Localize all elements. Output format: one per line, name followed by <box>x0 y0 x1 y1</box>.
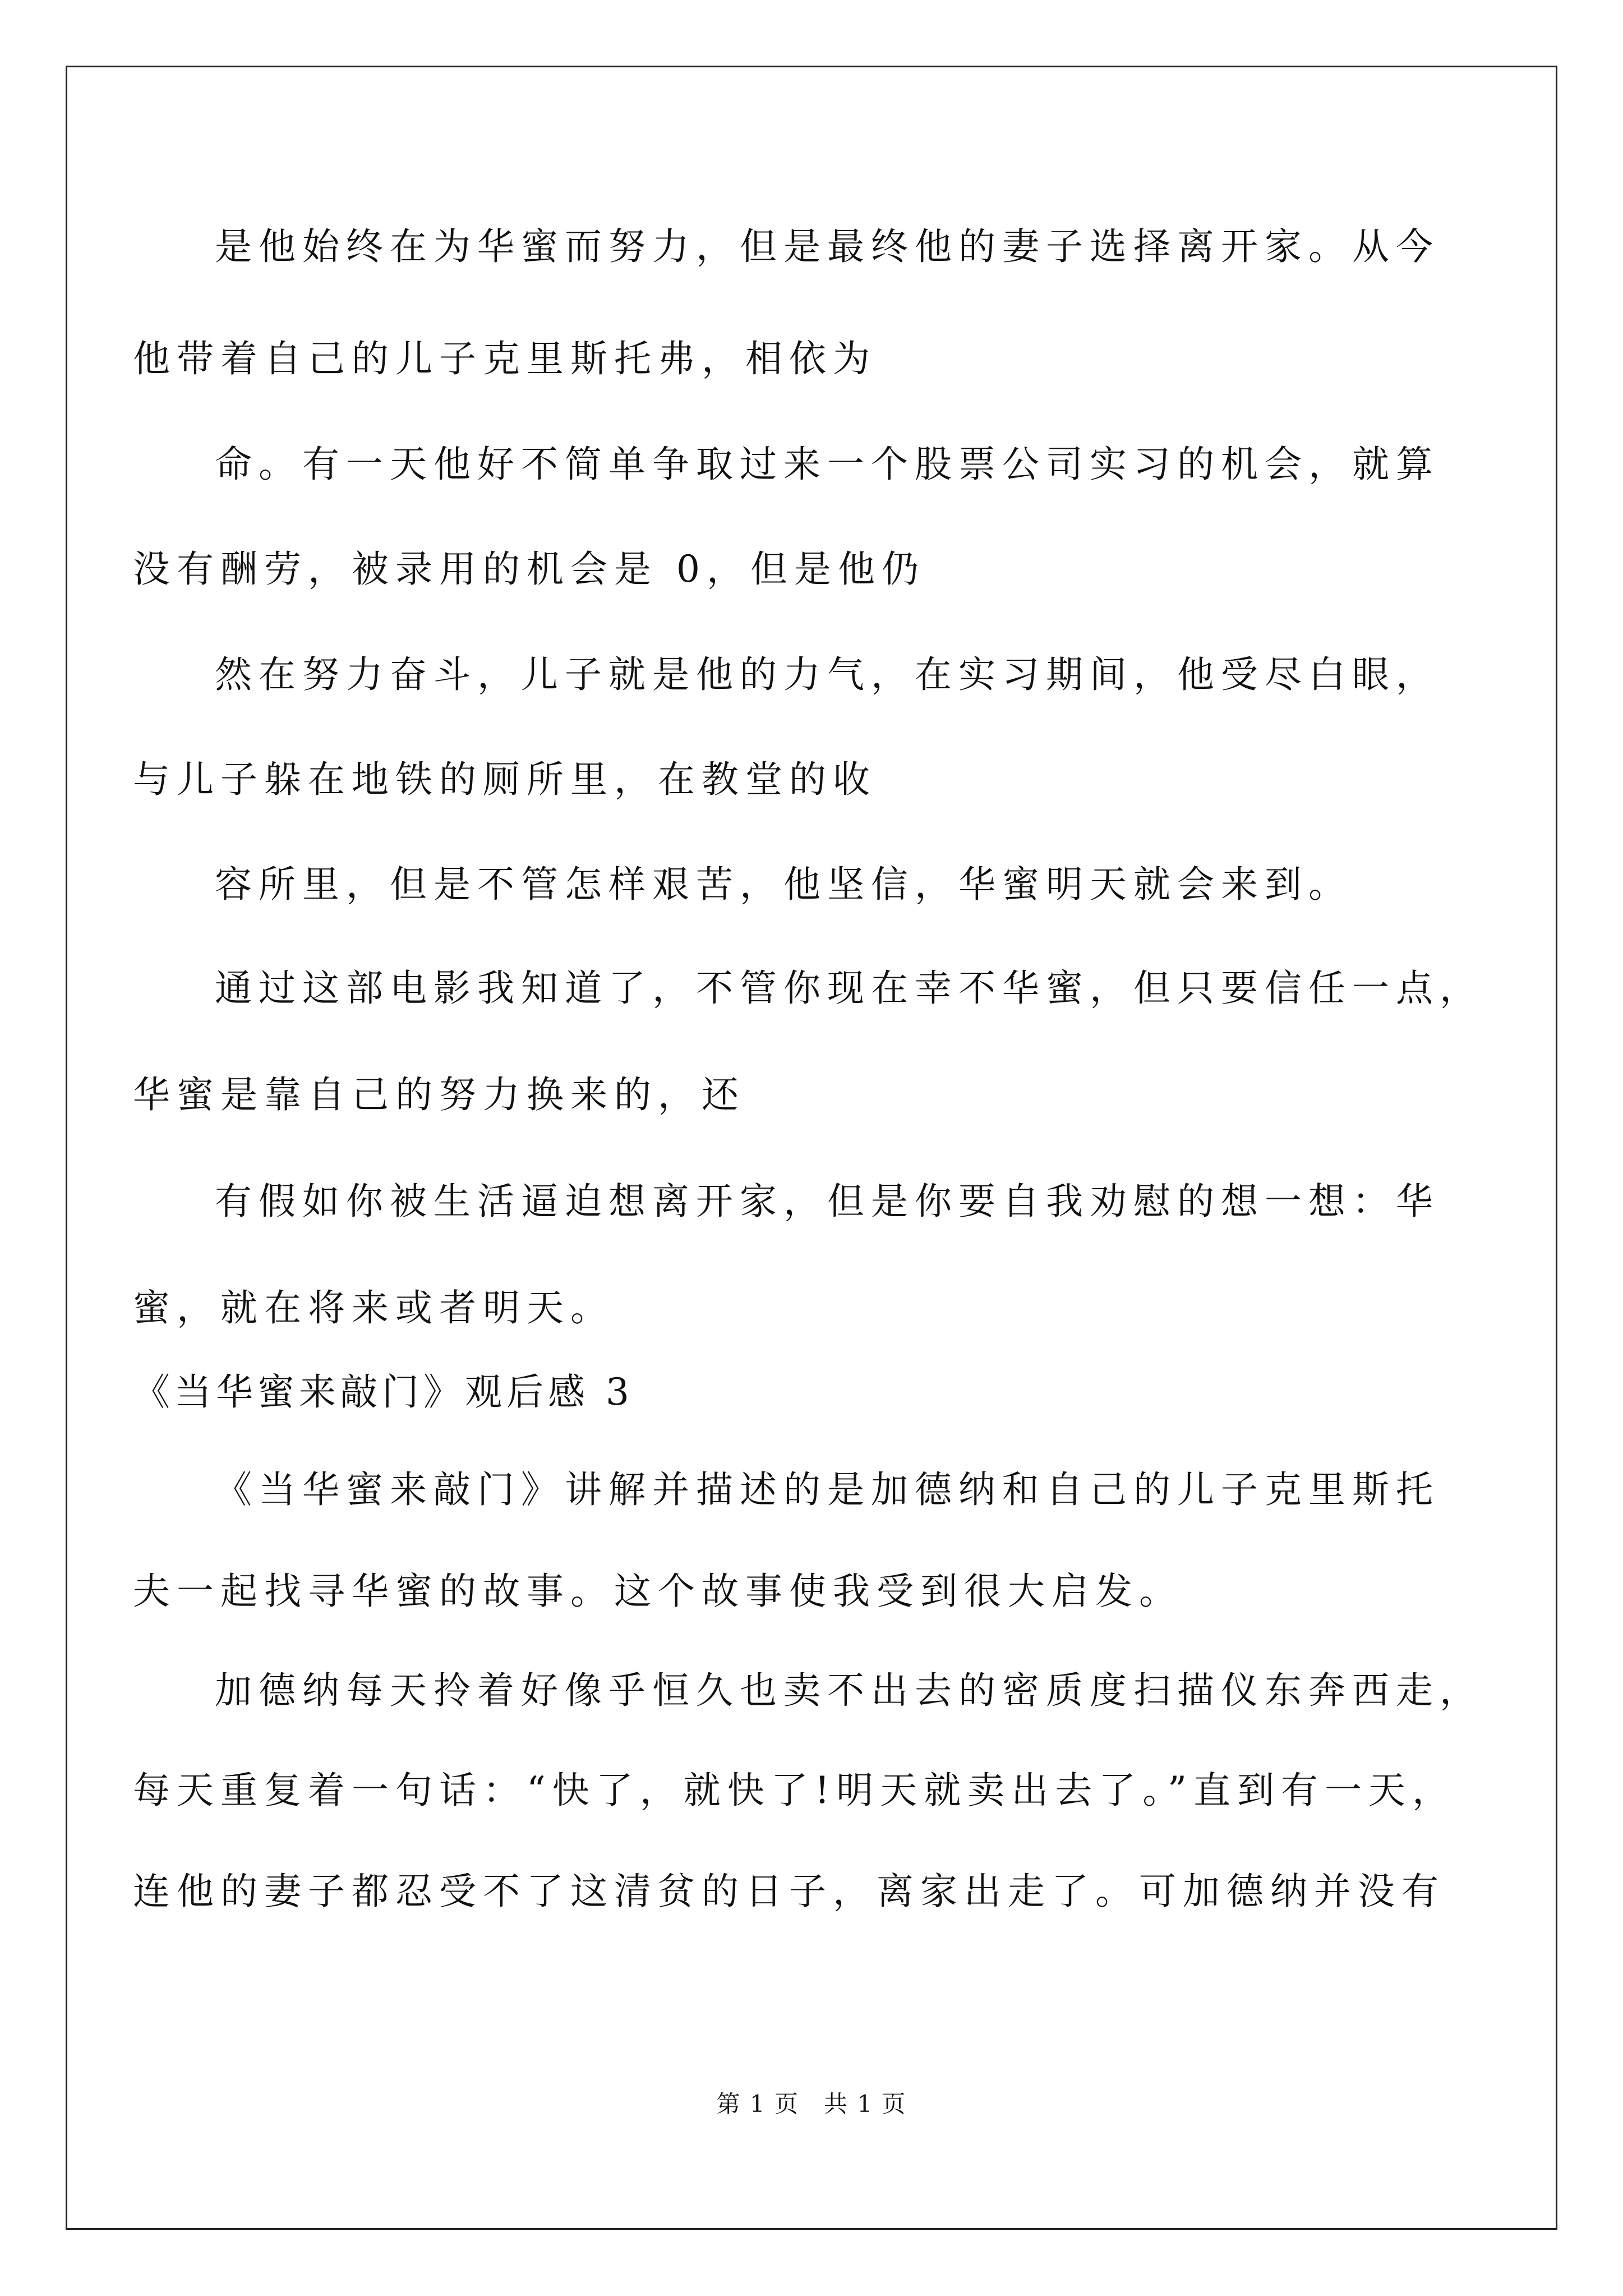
paragraph-line: 然在努力奋斗，儿子就是他的力气，在实习期间，他受尽白眼， <box>215 653 1440 696</box>
page-number: 第 1 页 共 1 页 <box>716 2090 907 2118</box>
paragraph-line: 《当华蜜来敲门》讲解并描述的是加德纳和自己的儿子克里斯托 <box>215 1468 1440 1511</box>
paragraph-line: 连他的妻子都忍受不了这清贫的日子，离家出走了。可加德纳并没有 <box>133 1870 1445 1913</box>
paragraph-line: 有假如你被生活逼迫想离开家，但是你要自我劝慰的想一想：华 <box>215 1180 1440 1223</box>
paragraph-line: 蜜，就在将来或者明天。 <box>133 1286 614 1329</box>
paragraph-line: 通过这部电影我知道了，不管你现在幸不华蜜，但只要信任一点， <box>215 967 1483 1010</box>
paragraph-line: 没有酬劳，被录用的机会是 0，但是他仍 <box>133 547 925 591</box>
paragraph-line: 与儿子躲在地铁的厕所里，在教堂的收 <box>133 758 877 801</box>
paragraph-line: 华蜜是靠自己的努力换来的，还 <box>133 1073 745 1116</box>
paragraph-line: 夫一起找寻华蜜的故事。这个故事使我受到很大启发。 <box>133 1570 1183 1613</box>
section-heading: 《当华蜜来敲门》观后感 3 <box>133 1370 634 1414</box>
paragraph-line: 命。有一天他好不简单争取过来一个股票公司实习的机会，就算 <box>215 443 1440 486</box>
paragraph-line: 加德纳每天拎着好像乎恒久也卖不出去的密质度扫描仪东奔西走， <box>215 1669 1483 1712</box>
paragraph-line: 每天重复着一句话：“快了，就快了!明天就卖出去了。”直到有一天， <box>133 1769 1456 1812</box>
paragraph-line: 他带着自己的儿子克里斯托弗，相依为 <box>133 337 877 380</box>
paragraph-line: 是他始终在为华蜜而努力，但是最终他的妻子选择离开家。从今 <box>215 225 1440 268</box>
paragraph-line: 容所里，但是不管怎样艰苦，他坚信，华蜜明天就会来到。 <box>215 863 1352 906</box>
